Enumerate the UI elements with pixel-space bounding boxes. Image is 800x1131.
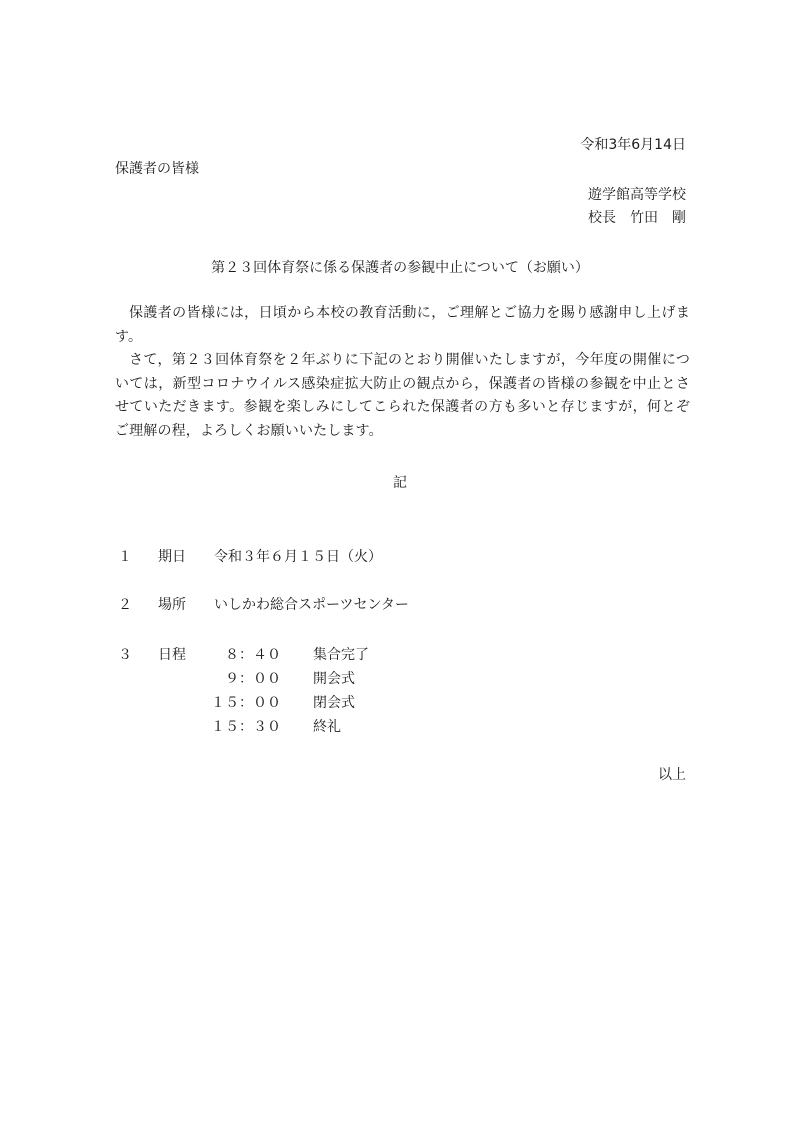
schedule-event: 終礼 [313, 719, 341, 735]
item-2-number: ２ [118, 597, 132, 613]
paragraph-2: さて，第２３回体育祭を２年ぶりに下記のとおり開催いたしますが，今年度の開催については，新型コロナウイルス感染症拡大防止の観点から，保護者の皆様の参観を中止とさせていただきます。参観を楽しみにしてこられた保護者の方も多いと存じますが，何とぞご理解の程，よろしくお願いいたします。 [115, 352, 690, 439]
recipient: 保護者の皆様 [115, 161, 199, 177]
school-name: 遊学館高等学校 [588, 187, 686, 203]
schedule-time: １５：００ [211, 695, 281, 711]
ki-heading: 記 [393, 475, 407, 491]
schedule-time: ９：００ [225, 671, 281, 687]
schedule-event: 閉会式 [313, 695, 355, 711]
item-2-label: 場所 [158, 597, 186, 613]
schedule-time: ８：４０ [225, 647, 281, 663]
document-date: 令和3年6月14日 [580, 137, 686, 153]
item-3-number: ３ [118, 647, 132, 663]
item-2-value: いしかわ総合スポーツセンター [214, 597, 409, 613]
body-text [115, 302, 690, 443]
paragraph-1: 保護者の皆様には，日頃から本校の教育活動に，ご理解とご協力を賜り感謝申し上げます。 [115, 305, 690, 345]
schedule-event: 開会式 [313, 671, 355, 687]
principal-name: 校長 竹田 剛 [588, 210, 686, 226]
closing-mark: 以上 [658, 767, 686, 783]
item-1-number: １ [118, 549, 132, 565]
item-1-label: 期日 [158, 549, 186, 565]
schedule-event: 集合完了 [313, 647, 369, 663]
schedule-time: １５：３０ [211, 719, 281, 735]
document-title: 第２３回体育祭に係る保護者の参観中止について（お願い） [211, 260, 589, 276]
item-1-value: 令和３年６月１５日（火） [214, 549, 382, 565]
item-3-label: 日程 [158, 647, 186, 663]
